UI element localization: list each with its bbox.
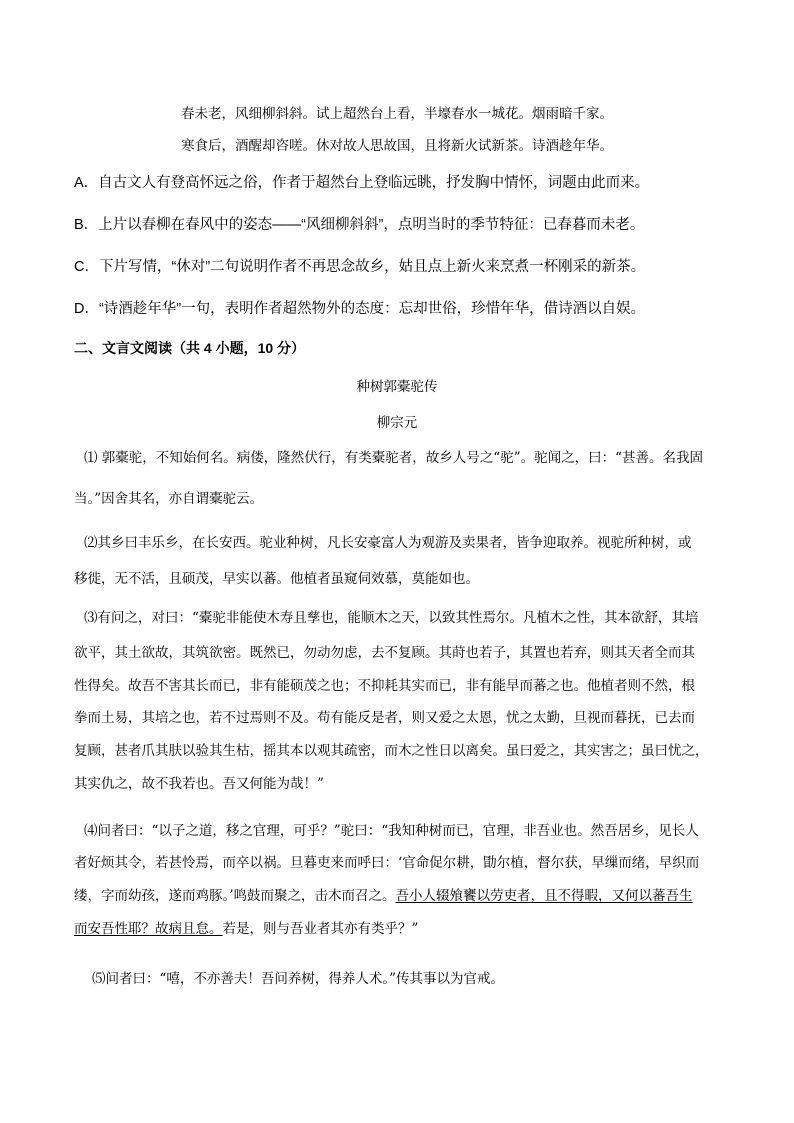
paragraph-line: ⑷问者曰：“以子之道，移之官理，可乎？”驼曰：“我知种树而已，官理，非吾业也。然吾居乡，见长人: [84, 823, 699, 839]
underlined-sentence: 吾小人辍飧饔以劳吏者，且不得暇，又何以蕃吾生: [395, 888, 693, 904]
option-c: C．下片写情，“休对”二句说明作者不再思念故乡，姑且点上新火来烹煮一杯刚采的新茶。: [74, 259, 646, 275]
option-d: D．“诗酒趁年华”一句，表明作者超然物外的态度：忘却世俗，珍惜年华，借诗酒以自娱。: [74, 301, 646, 317]
poem-line-2: 寒食后，酒醒却咨嗟。休对故人思故国，且将新火试新茶。诗酒趁年华。: [181, 138, 613, 154]
paragraph-line: [74, 884, 693, 904]
section-heading: 二、文言文阅读（共 4 小题，10 分）: [74, 340, 306, 356]
article-title: 种树郭橐驼传: [356, 379, 438, 395]
paragraph-line: 拳而土易，其培之也，若不过焉则不及。苟有能反是者，则又爱之太恩，忧之太勤，旦视而暮抚，已去而: [74, 710, 695, 726]
paragraph-text: 若是，则与吾业者其亦有类乎？”: [222, 921, 419, 937]
paragraph-line: ⑵其乡曰丰乐乡，在长安西。驼业种树，凡长安豪富人为观游及卖果者，皆争迎取养。视驼所种树，或: [84, 535, 692, 551]
paragraph-text: 缕，字而幼孩，遂而鸡豚。’鸣鼓而聚之，击木而召之。: [74, 888, 396, 904]
paragraph-line: 其实仇之，故不我若也。吾又何能为哉！”: [74, 776, 324, 792]
paragraph-line: 欲平，其土欲故，其筑欲密。既然已，勿动勿虑，去不复顾。其莳也若子，其置也若弃，则其天者全而其: [74, 645, 695, 661]
paragraph-line: ⑶有问之，对曰：“橐驼非能使木寿且孳也，能顺木之天，以致其性焉尔。凡植木之性，其本欲舒，其培: [84, 610, 699, 626]
paragraph-line: 性得矣。故吾不害其长而已，非有能硕茂之也；不抑耗其实而已，非有能早而蕃之也。他植者则不然，根: [74, 678, 695, 694]
paragraph-line: 复顾，甚者爪其肤以验其生枯，摇其本以观其疏密，而木之性日以离矣。虽曰爱之，其实害之；虽曰忧之，: [74, 743, 709, 759]
paragraph-line: [74, 917, 418, 937]
underlined-sentence: 而安吾性耶？故病且怠。: [74, 921, 223, 937]
option-a: A．自古文人有登高怀远之俗，作者于超然台上登临远眺，抒发胸中情怀，词题由此而来。: [74, 175, 650, 191]
paragraph-line: ⑴ 郭橐驼，不知始何名。病偻，隆然伏行，有类橐驼者，故乡人号之“驼”。驼闻之，曰：“甚善。名我固: [84, 450, 703, 466]
paragraph-line: 移徙，无不活，且硕茂，早实以蕃。他植者虽窥伺效慕，莫能如也。: [74, 571, 479, 587]
paragraph-line: ⑸问者曰：“嘻，不亦善夫！吾问养树，得养人术。”传其事以为官戒。: [92, 971, 505, 987]
article-author: 柳宗元: [376, 415, 418, 431]
paragraph-line: 当。”因舍其名，亦自谓橐驼云。: [74, 491, 264, 507]
option-b: B．上片以春柳在春风中的姿态——“风细柳斜斜”，点明当时的季节特征：已春暮而未老。: [74, 217, 645, 233]
paragraph-line: 者好烦其令，若甚怜焉，而卒以祸。旦暮吏来而呼曰：‘官命促尔耕，勖尔植，督尔获，早缫而绪，早织而: [74, 855, 700, 871]
poem-line-1: 春未老，风细柳斜斜。试上超然台上看，半壕春水一城花。烟雨暗千家。: [181, 106, 613, 122]
